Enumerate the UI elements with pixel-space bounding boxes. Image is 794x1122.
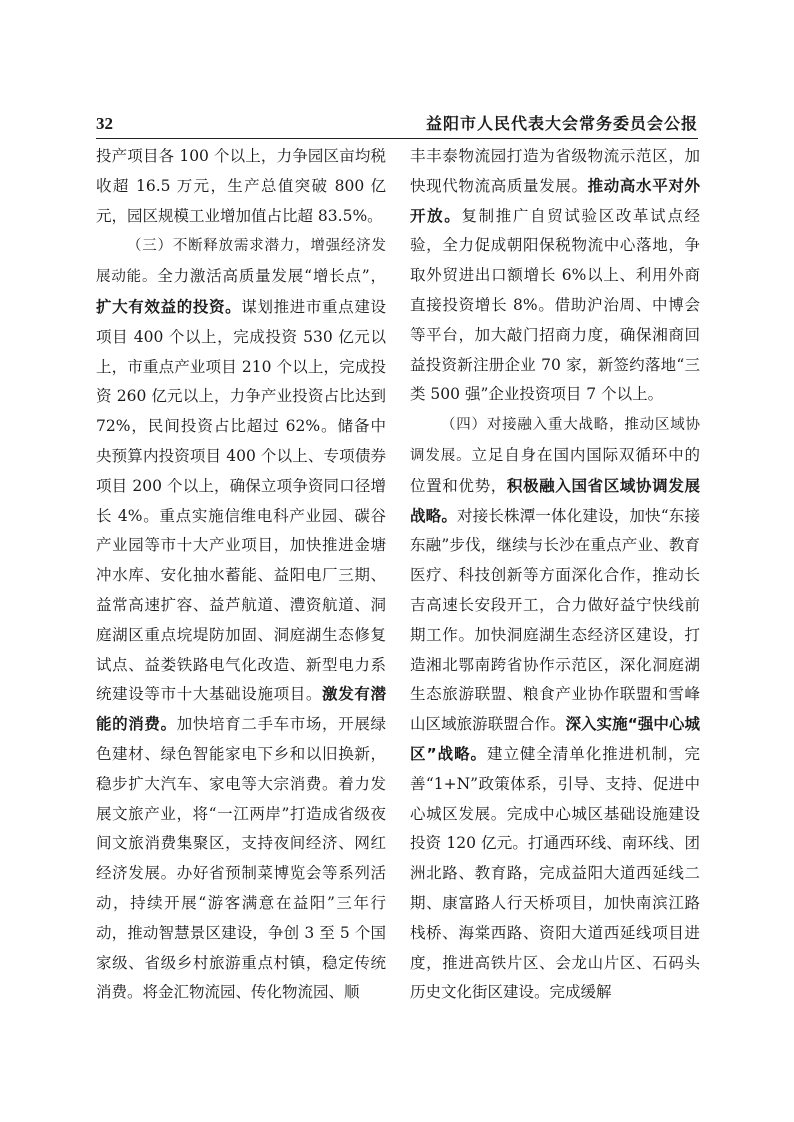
body-text: 丰丰泰物流园打造为省级物流示范区，加快现代物流高质量发展。 xyxy=(410,147,700,195)
section-heading: （四）对接融入重大战略，推动区域协调发展。 xyxy=(410,417,700,464)
emphasis-phrase: 深入实施“强中心城区”战略。 xyxy=(410,715,700,763)
left-column xyxy=(96,142,386,1008)
header-rule xyxy=(96,138,698,139)
journal-title: 益阳市人民代表大会常务委员会公报 xyxy=(425,114,698,133)
body-paragraph xyxy=(96,231,386,1008)
body-text: 加快培育二手车市场，开展绿色建材、绿色智能家电下乡和以旧换新，稳步扩大汽车、家电等大宗消费。着力发展文旅产业，将“一江两岸”打造成省级夜间文旅消费集聚区，支持夜间经济、网红经济发展。办好省预制菜博览会等系列活动，持续开展“游客满意在益阳”三年行动，推动智慧景区建设，争创 3 至 5 个国家级、省级乡村旅游重点村镇，稳定传统消费。将金汇物流园、传化物流园、顺 xyxy=(96,715,386,1002)
body-text: 对接长株潭一体化建设，加快“东接东融”步伐，继续与长沙在重点产业、教育医疗、科技创新等方面深化合作，推动长吉高速长安段开工，合力做好益宁快线前期工作。加快洞庭湖生态经济区建设，打造湘北鄂南跨省协作示范区，深化洞庭湖生态旅游联盟、粮食产业协作联盟和雪峰山区域旅游联盟合作。 xyxy=(410,506,700,734)
body-paragraph xyxy=(410,142,700,410)
body-paragraph xyxy=(410,410,700,1008)
body-text: 投产项目各 100 个以上，力争园区亩均税收超 16.5 万元，生产总值突破 800 亿元，园区规模工业增加值占比超 83.5%。 xyxy=(96,147,386,225)
body-text: 立足自身在国内国际双循环中的位置和优势， xyxy=(410,445,700,495)
page-header xyxy=(96,113,698,135)
body-text: 全力激活高质量发展“增长点”， xyxy=(157,267,387,286)
body-paragraph xyxy=(96,142,386,231)
body-text: 谋划推进市重点建设项目 400 个以上，完成投资 530 亿元以上，市重点产业项目 210 个以上，完成投资 260 亿元以上，力争产业投资占比达到 72%，民间投资占比超过 62%。储备中央预算内投资项目 400 个以上、专项债券项目 200 个以上，确保立项争资同口径增长 4%。重点实施信维电科产业园、碳谷产业园等市十大产业项目，加快推进金塘冲水库、安化抽水蓄能、益阳电厂三期、益常高速扩容、益芦航道、澧资航道、洞庭湖区重点垸堤防加固、洞庭湖生态修复试点、益娄铁路电气化改造、新型电力系统建设等市十大基础设施项目。 xyxy=(96,297,386,704)
section-heading: （三）不断释放需求潜力，增强经济发展动能。 xyxy=(96,238,386,286)
right-column xyxy=(410,142,700,1008)
body-text: 复制推广自贸试验区改革试点经验，全力促成朝阳保税物流中心落地，争取外贸进出口额增长 6%以上、利用外商直接投资增长 8%。借助沪治周、中博会等平台，加大敲门招商力度，确保湘商回益投资新注册企业 70 家，新签约落地“三类 500 强”企业投资项目 7 个以上。 xyxy=(410,206,700,404)
body-text: 建立健全清单化推进机制，完善“1+N”政策体系，引导、支持、促进中心城区发展。完成中心城区基础设施建设投资 120 亿元。打通西环线、南环线、团洲北路、教育路，完成益阳大道西延线二期、康富路人行天桥项目，加快南滨江路栈桥、海棠西路、资阳大道西延线项目进度，推进高铁片区、会龙山片区、石码头历史文化街区建设。完成缓解 xyxy=(410,744,700,1002)
emphasis-phrase: 积极融入国省区域协调发展战略。 xyxy=(410,476,700,525)
emphasis-phrase: 扩大有效益的投资。 xyxy=(96,297,242,316)
page-number: 32 xyxy=(96,114,113,133)
emphasis-phrase: 推动高水平对外开放。 xyxy=(410,176,700,225)
emphasis-phrase: 激发有潜能的消费。 xyxy=(96,685,386,734)
